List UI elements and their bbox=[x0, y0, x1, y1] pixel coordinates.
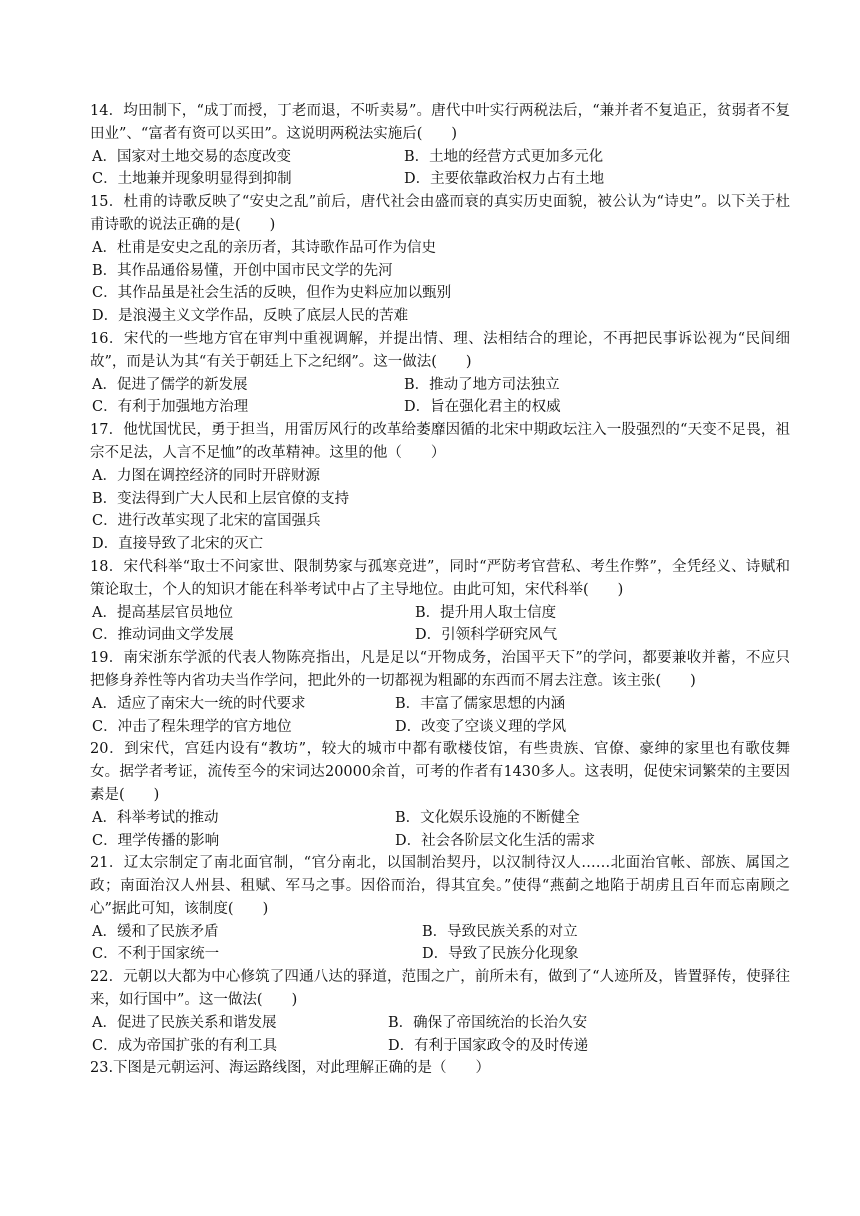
option-a: A．杜甫是安史之乱的亲历者，其诗歌作品可作为信史 bbox=[92, 239, 436, 256]
options-row bbox=[90, 374, 790, 397]
options-row bbox=[90, 146, 790, 169]
option-a: A．缓和了民族矛盾 bbox=[92, 923, 219, 940]
option-c: C．土地兼并现象明显得到抑制 bbox=[92, 171, 292, 188]
question-stem: 20．到宋代，宫廷内设有“教坊”，较大的城市中都有歌楼伎馆，有些贵族、官僚、豪绅的家里也有歌伎舞女。据学者考证，流传至今的宋词达20000余首，可考的作者有1430多人。这表明，促使宋词繁荣的主要因素是( ) bbox=[90, 741, 790, 803]
question-stem: 16．宋代的一些地方官在审判中重视调解，并提出情、理、法相结合的理论，不再把民事诉讼视为“民间细故”，而是认为其“有关于朝廷上下之纪纲”。这一做法( ) bbox=[90, 330, 790, 370]
option-d: D．有利于国家政令的及时传递 bbox=[388, 1037, 589, 1054]
options-row bbox=[90, 921, 790, 944]
option-b: B．丰富了儒家思想的内涵 bbox=[395, 695, 566, 712]
option-d: D．社会各阶层文化生活的需求 bbox=[395, 832, 596, 849]
options-row bbox=[90, 1012, 790, 1035]
options-row bbox=[90, 693, 790, 716]
question-23 bbox=[90, 1057, 790, 1080]
option-b: B．其作品通俗易懂，开创中国市民文学的先河 bbox=[92, 262, 393, 279]
option-a: A．力图在调控经济的同时开辟财源 bbox=[92, 467, 320, 484]
options-row bbox=[90, 396, 790, 419]
question-21 bbox=[90, 852, 790, 966]
options-row bbox=[90, 830, 790, 853]
option-b: B．推动了地方司法独立 bbox=[404, 376, 560, 393]
option-c: C．成为帝国扩张的有利工具 bbox=[92, 1037, 278, 1054]
option-b: B．变法得到广大人民和上层官僚的支持 bbox=[92, 490, 350, 507]
option-c: C．其作品虽是社会生活的反映，但作为史料应加以甄别 bbox=[92, 285, 452, 302]
option-a: A．适应了南宋大一统的时代要求 bbox=[92, 695, 306, 712]
question-list bbox=[90, 100, 790, 1080]
option-d: D．引领科学研究风气 bbox=[415, 627, 558, 644]
question-18 bbox=[90, 556, 790, 647]
options-row bbox=[90, 807, 790, 830]
option-d: D．导致了民族分化现象 bbox=[422, 946, 579, 963]
question-stem: 18．宋代科举“取士不问家世、限制势家与孤寒竞进”，同时“严防考官营私、考生作弊”，全凭经义、诗赋和策论取士，个人的知识才能在科举考试中占了主导地位。由此可知，宋代科举( ) bbox=[90, 558, 790, 598]
question-stem: 15．杜甫的诗歌反映了“安史之乱”前后，唐代社会由盛而衰的真实历史面貌，被公认为“诗史”。以下关于杜甫诗歌的说法正确的是( ) bbox=[90, 194, 790, 233]
question-stem: 21．辽太宗制定了南北面官制，“官分南北，以国制治契丹，以汉制待汉人……北面治官帐、部族、属国之政；南面治汉人州县、租赋、军马之事。因俗而治，得其宜矣。”使得“燕蓟之地陷于胡虏且百年而忘南顾之心”据此可知，该制度( ) bbox=[90, 855, 790, 917]
question-stem: 19．南宋浙东学派的代表人物陈亮指出，凡是足以“开物成务，治国平天下”的学问，都要兼收并蓄，不应只把修身养性等内省功夫当作学问，把此外的一切都视为粗鄙的东西而不屑去注意。该主张( ) bbox=[90, 650, 790, 689]
option-b: B．土地的经营方式更加多元化 bbox=[404, 148, 604, 165]
option-b: B．提升用人取士信度 bbox=[415, 604, 557, 621]
option-c: C．推动词曲文学发展 bbox=[92, 627, 234, 644]
options-row bbox=[90, 168, 790, 191]
option-b: B．确保了帝国统治的长治久安 bbox=[388, 1014, 588, 1031]
options-row bbox=[90, 602, 790, 625]
question-stem: 23.下图是元朝运河、海运路线图，对此理解正确的是（ ） bbox=[90, 1060, 491, 1077]
option-b: B．文化娱乐设施的不断健全 bbox=[395, 809, 580, 826]
question-stem: 17．他忧国忧民，勇于担当，用雷厉风行的改革给萎靡因循的北宋中期政坛注入一股强烈的“天变不足畏，祖宗不足法，人言不足恤”的改革精神。这里的他（ ） bbox=[90, 422, 790, 461]
option-a: A．科举考试的推动 bbox=[92, 809, 219, 826]
question-stem: 22．元朝以大都为中心修筑了四通八达的驿道，范围之广，前所未有，做到了“人迹所及，皆置驿传，使驿往来，如行国中”。这一做法( ) bbox=[90, 969, 790, 1009]
options-row bbox=[90, 716, 790, 739]
option-b: B．导致民族关系的对立 bbox=[422, 923, 578, 940]
option-d: D．是浪漫主义文学作品，反映了底层人民的苦难 bbox=[92, 308, 409, 325]
option-d: D．旨在强化君主的权威 bbox=[404, 399, 561, 416]
option-a: A．促进了民族关系和谐发展 bbox=[92, 1014, 277, 1031]
question-stem: 14．均田制下，“成丁而授，丁老而退，不听卖易”。唐代中叶实行两税法后，“兼并者不复追正，贫弱者不复田业”、“富者有资可以买田”。这说明两税法实施后( ) bbox=[90, 103, 790, 142]
option-c: C．进行改革实现了北宋的富国强兵 bbox=[92, 513, 321, 530]
question-20 bbox=[90, 738, 790, 852]
option-a: A．促进了儒学的新发展 bbox=[92, 376, 248, 393]
option-c: C．不利于国家统一 bbox=[92, 946, 220, 963]
options-row bbox=[90, 943, 790, 966]
option-c: C．理学传播的影响 bbox=[92, 832, 220, 849]
option-c: C．冲击了程朱理学的官方地位 bbox=[92, 718, 292, 735]
question-19 bbox=[90, 647, 790, 738]
option-a: A．国家对土地交易的态度改变 bbox=[92, 148, 291, 165]
option-a: A．提高基层官员地位 bbox=[92, 604, 233, 621]
option-d: D．直接导致了北宋的灭亡 bbox=[92, 536, 264, 553]
question-14 bbox=[90, 100, 790, 191]
option-d: D．主要依靠政治权力占有土地 bbox=[404, 171, 605, 188]
options-row bbox=[90, 624, 790, 647]
options-row bbox=[90, 1035, 790, 1058]
question-16 bbox=[90, 328, 790, 419]
option-c: C．有利于加强地方治理 bbox=[92, 399, 249, 416]
option-d: D．改变了空谈义理的学风 bbox=[395, 718, 567, 735]
question-17 bbox=[90, 419, 790, 556]
question-22 bbox=[90, 966, 790, 1057]
question-15 bbox=[90, 191, 790, 328]
